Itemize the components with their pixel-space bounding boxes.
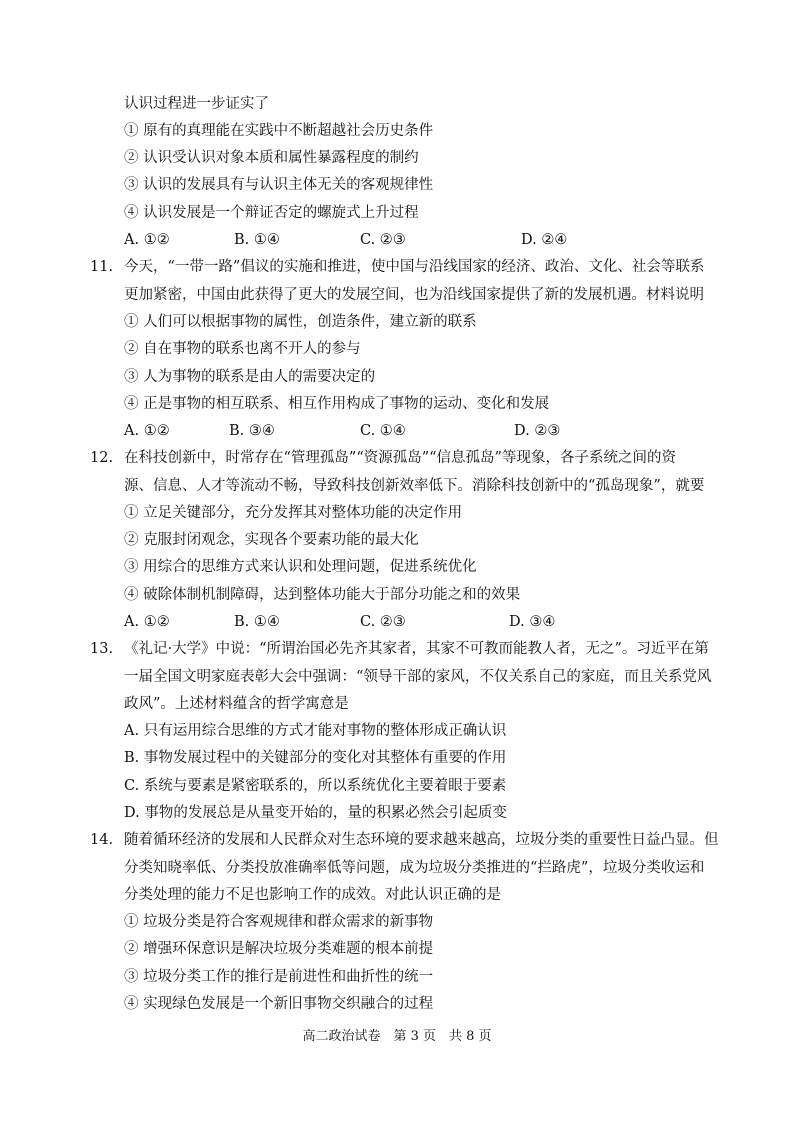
q10-choice-b: B. ①④ [234, 232, 280, 248]
q14-item-4: ④ 实现绿色发展是一个新旧事物交织融合的过程 [124, 996, 434, 1012]
q11-choice-a: A. ①② [124, 423, 170, 439]
q12-choice-d: D. ③④ [509, 614, 556, 630]
q11-item-3: ③ 人为事物的联系是由人的需要决定的 [124, 369, 376, 385]
q14-line-3: 分类处理的能力不足也影响工作的成效。对此认识正确的是 [124, 887, 501, 903]
q12-choice-c: C. ②③ [360, 614, 406, 630]
q13-line-2: 一届全国文明家庭表彰大会中强调：“领导干部的家风，不仅关系自己的家庭，而且关系党风 [124, 669, 712, 685]
q10-item-2: ② 认识受认识对象本质和属性暴露程度的制约 [124, 150, 419, 166]
q13-line-3: 政风”。上述材料蕴含的哲学寓意是 [124, 696, 349, 712]
q13-option-a: A. 只有运用综合思维的方式才能对事物的整体形成正确认识 [124, 723, 507, 739]
q12-line-1: 在科技创新中，时常存在“管理孤岛”“资源孤岛”“信息孤岛”等现象，各子系统之间的资 [124, 450, 676, 466]
q14-line-1: 随着循环经济的发展和人民群众对生态环境的要求越来越高，垃圾分类的重要性日益凸显。但 [124, 832, 719, 848]
q11-choice-c: C. ①④ [360, 423, 406, 439]
q14-number: 14. [90, 832, 114, 848]
q10-choice-a: A. ①② [124, 232, 170, 248]
q13-number: 13. [90, 641, 114, 657]
q12-item-4: ④ 破除体制机制障碍，达到整体功能大于部分功能之和的效果 [124, 587, 521, 603]
q11-item-1: ① 人们可以根据事物的属性，创造条件，建立新的联系 [124, 314, 477, 330]
q14-item-3: ③ 垃圾分类工作的推行是前进性和曲折性的统一 [124, 969, 434, 985]
q10-choice-d: D. ②④ [521, 232, 568, 248]
q11-line-1: 今天，“一带一路”倡议的实施和推进，使中国与沿线国家的经济、政治、文化、社会等联系 [124, 259, 705, 275]
q11-line-2: 更加紧密，中国由此获得了更大的发展空间，也为沿线国家提供了新的发展机遇。材料说明 [124, 287, 704, 303]
q13-option-b: B. 事物发展过程中的关键部分的变化对其整体有重要的作用 [124, 750, 507, 766]
q11-item-4: ④ 正是事物的相互联系、相互作用构成了事物的运动、变化和发展 [124, 396, 550, 412]
q12-item-2: ② 克服封闭观念，实现各个要素功能的最大化 [124, 532, 419, 548]
q12-number: 12. [90, 450, 114, 466]
q11-number: 11. [90, 259, 114, 275]
q10-item-4: ④ 认识发展是一个辩证否定的螺旋式上升过程 [124, 205, 419, 221]
q12-item-1: ① 立足关键部分，充分发挥其对整体功能的决定作用 [124, 505, 463, 521]
q10-item-3: ③ 认识的发展具有与认识主体无关的客观规律性 [124, 177, 434, 193]
q14-item-2: ② 增强环保意识是解决垃圾分类难题的根本前提 [124, 941, 434, 957]
q12-item-3: ③ 用综合的思维方式来认识和处理问题，促进系统优化 [124, 559, 477, 575]
q13-line-1: 《礼记·大学》中说：“所谓治国必先齐其家者，其家不可教而能教人者，无之”。习近平在第 [124, 641, 709, 657]
q11-choice-b: B. ③④ [229, 423, 275, 439]
q12-choice-a: A. ①② [124, 614, 170, 630]
q12-line-2: 源、信息、人才等流动不畅，导致科技创新效率低下。消除科技创新中的“孤岛现象”，就要 [124, 478, 705, 494]
q12-choice-b: B. ①④ [234, 614, 280, 630]
q11-choice-d: D. ②③ [514, 423, 561, 439]
q13-option-d: D. 事物的发展总是从量变开始的，量的积累必然会引起质变 [124, 805, 507, 821]
q14-item-1: ① 垃圾分类是符合客观规律和群众需求的新事物 [124, 914, 434, 930]
q13-option-c: C. 系统与要素是紧密联系的，所以系统优化主要着眼于要素 [124, 778, 507, 794]
q14-line-2: 分类知晓率低、分类投放准确率低等问题，成为垃圾分类推进的“拦路虎”，垃圾分类收运和 [124, 860, 705, 876]
page-footer: 高二政治试卷 第 3 页 共 8 页 [302, 1029, 492, 1044]
q10-item-1: ① 原有的真理能在实践中不断超越社会历史条件 [124, 123, 434, 139]
q11-item-2: ② 自在事物的联系也离不开人的参与 [124, 341, 361, 357]
q10-stem-end: 认识过程进一步证实了 [124, 96, 269, 112]
q10-choice-c: C. ②③ [360, 232, 406, 248]
